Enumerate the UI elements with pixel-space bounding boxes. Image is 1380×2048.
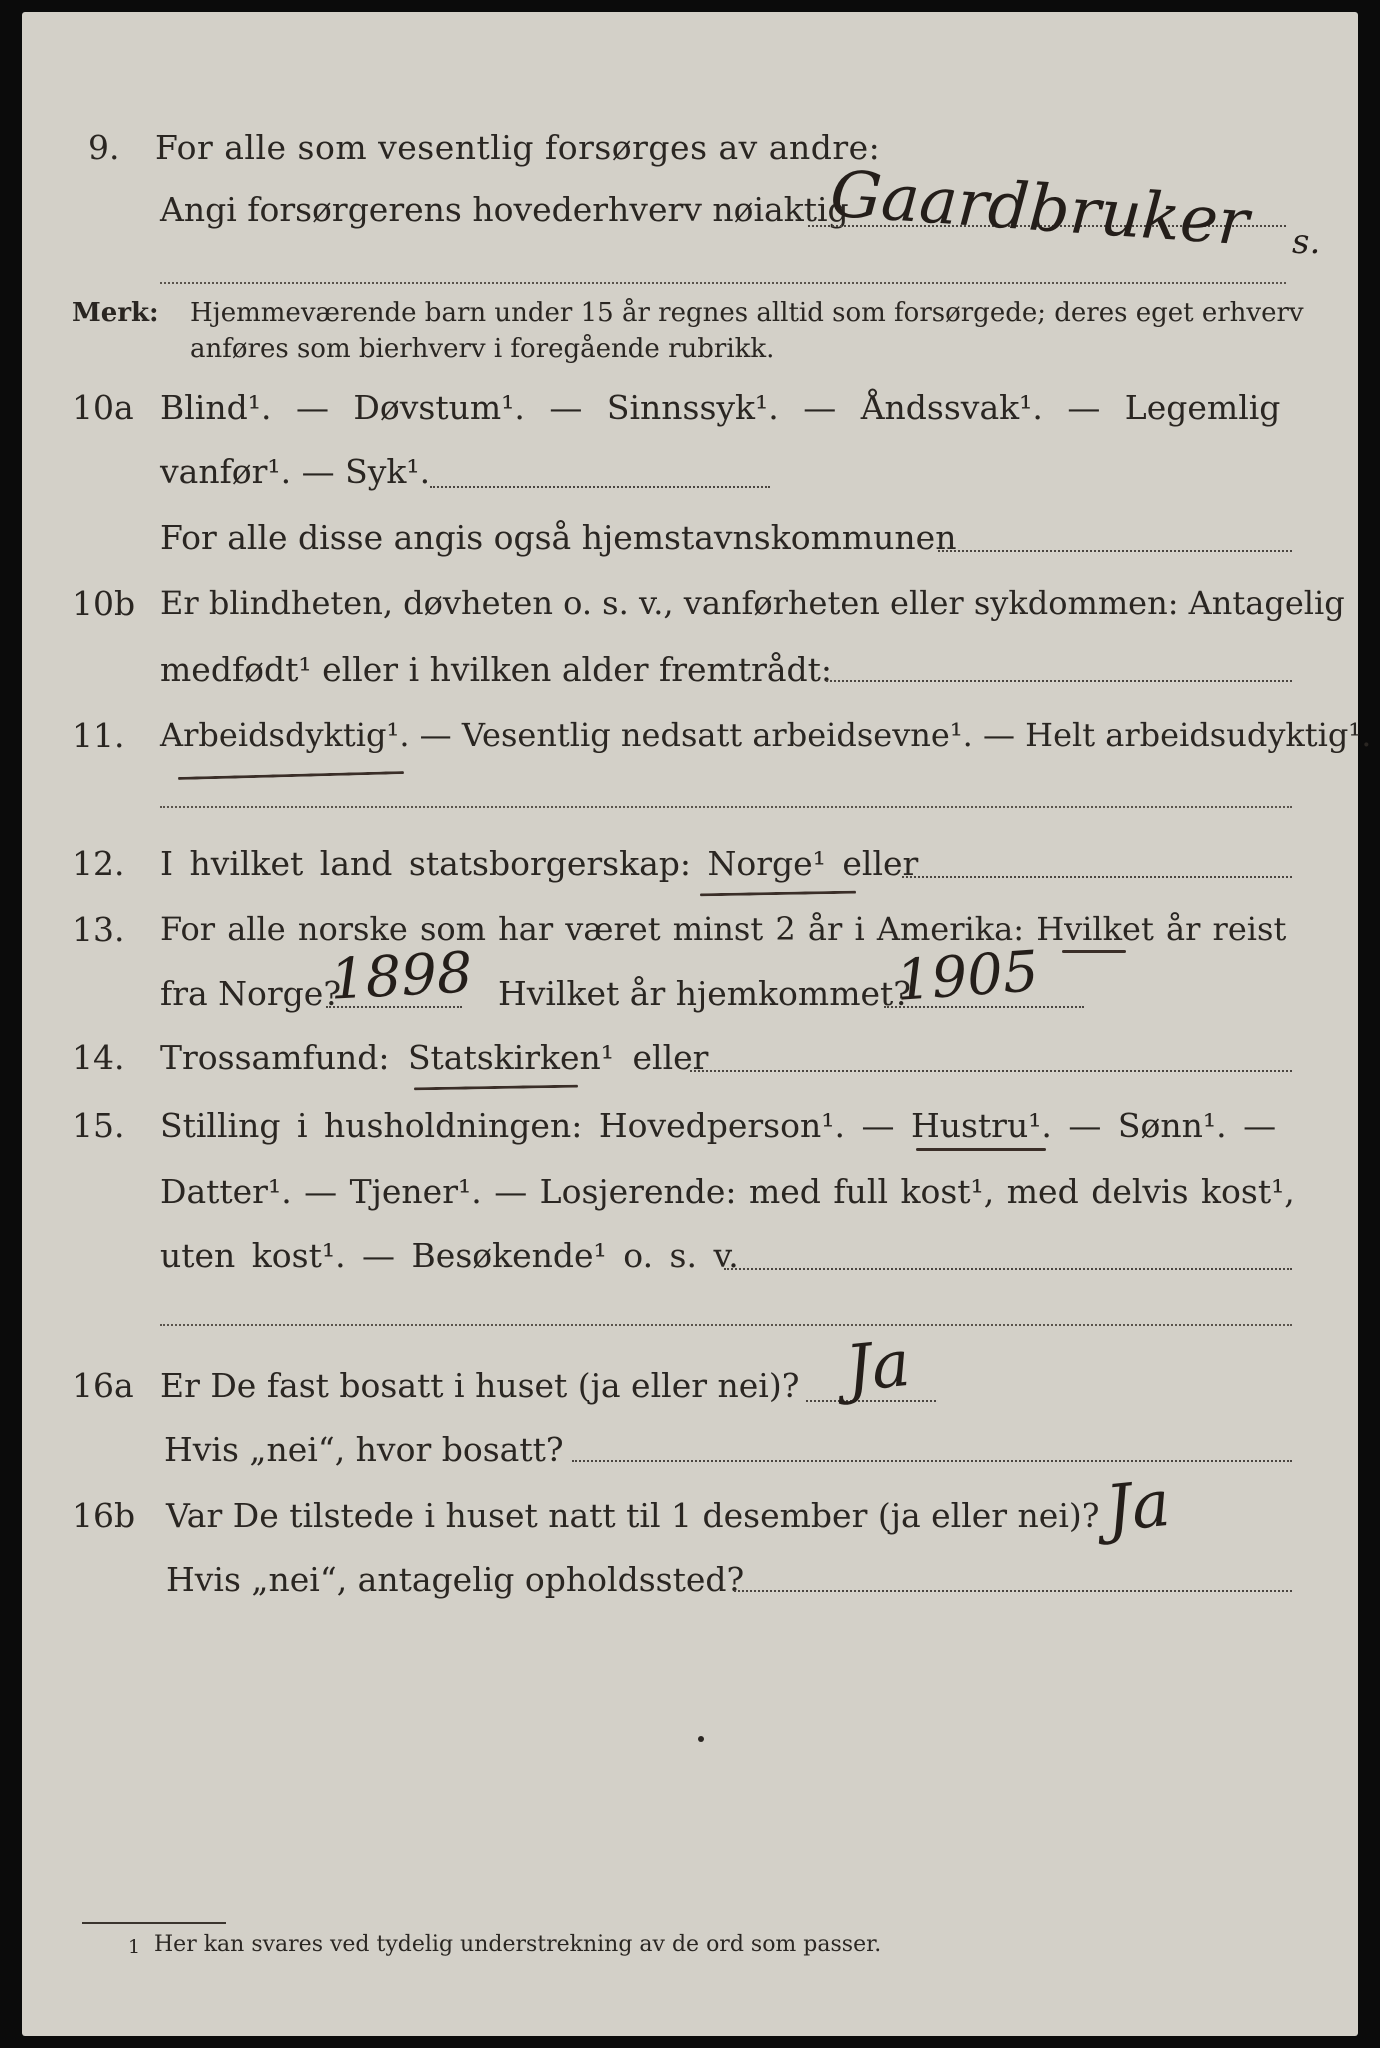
q10a-municipality-line	[938, 550, 1292, 552]
ink-dot	[698, 1736, 704, 1742]
q15-number: 15.	[72, 1106, 125, 1145]
q10b-line2: medfødt¹ eller i hvilken alder fremtrådt:	[160, 650, 833, 689]
footnote-mark: 1	[128, 1936, 141, 1958]
separator-rule	[160, 1324, 1292, 1326]
q10a-line3: For alle disse angis også hjemstavnskommunen	[160, 518, 957, 557]
footnote-text: Her kan svares ved tydelig understrekning av de ord som passer.	[154, 1932, 882, 1957]
merk-line2: anføres som bierhverv i foregående rubrikk.	[190, 334, 775, 364]
q15-line3: uten kost¹. — Besøkende¹ o. s. v.	[160, 1236, 739, 1275]
q12-line1: I hvilket land statsborgerskap: Norge¹ eller	[160, 844, 919, 883]
footnote-rule	[82, 1922, 226, 1924]
q9-line2: Angi forsørgerens hovederhverv nøiaktig	[160, 190, 849, 229]
q16a-line1: Er De fast bosatt i huset (ja eller nei)?	[160, 1366, 800, 1405]
q12-answer-line	[902, 876, 1292, 878]
q13-line1: For alle norske som har været minst 2 år i Amerika: Hvilket år reist	[160, 910, 1287, 948]
merk-label: Merk:	[72, 298, 159, 328]
q10b-number: 10b	[72, 584, 136, 623]
q9-handwritten-suffix: s.	[1292, 222, 1321, 262]
q9-handwritten-answer: Gaardbruker	[827, 157, 1252, 261]
q10b-answer-line	[826, 680, 1292, 682]
q15-line2: Datter¹. — Tjener¹. — Losjerende: med full kost¹, med delvis kost¹,	[160, 1172, 1295, 1211]
q13-handwritten-underline	[1062, 950, 1126, 953]
separator-rule	[160, 282, 1286, 284]
q10a-answer-line	[430, 486, 770, 488]
q9-number: 9.	[88, 128, 120, 167]
q16b-handwritten-answer: Ja	[1102, 1466, 1174, 1548]
q13-handwritten-year-right: 1905	[893, 939, 1041, 1014]
q15-line1: Stilling i husholdningen: Hovedperson¹. — Hustru¹. — Sønn¹. —	[160, 1106, 1277, 1145]
q13-line2b: Hvilket år hjemkommet?	[498, 974, 911, 1013]
q16b-line1: Var De tilstede i huset natt til 1 desember (ja eller nei)?	[166, 1496, 1100, 1535]
q12-number: 12.	[72, 844, 125, 883]
q14-answer-line	[690, 1070, 1292, 1072]
q16b-number: 16b	[72, 1496, 136, 1535]
q9-line1: For alle som vesentlig forsørges av andre:	[155, 128, 881, 167]
q16a-handwritten-answer: Ja	[842, 1326, 914, 1408]
q14-line1: Trossamfund: Statskirken¹ eller	[160, 1038, 709, 1077]
q15-answer-line	[724, 1268, 1292, 1270]
q16a-line2: Hvis „nei“, hvor bosatt?	[164, 1430, 564, 1469]
q14-number: 14.	[72, 1038, 125, 1077]
q10a-number: 10a	[72, 388, 134, 427]
q16b-line2: Hvis „nei“, antagelig opholdssted?	[166, 1560, 745, 1599]
q16a-residence-line	[572, 1460, 1292, 1462]
q13-number: 13.	[72, 910, 125, 949]
separator-rule	[160, 806, 1292, 808]
q16b-location-line	[734, 1590, 1292, 1592]
merk-line1: Hjemmeværende barn under 15 år regnes alltid som forsørgede; deres eget erhverv	[190, 298, 1304, 328]
q11-number: 11.	[72, 716, 125, 755]
q11-line1: Arbeidsdyktig¹. — Vesentlig nedsatt arbeidsevne¹. — Helt arbeidsudyktig¹.	[160, 716, 1372, 754]
q16a-number: 16a	[72, 1366, 134, 1405]
q10b-line1: Er blindheten, døvheten o. s. v., vanførheten eller sykdommen: Antagelig	[160, 584, 1345, 622]
q10a-line2: vanfør¹. — Syk¹.	[160, 452, 431, 491]
q10a-line1: Blind¹. — Døvstum¹. — Sinnssyk¹. — Åndssvak¹. — Legemlig	[160, 388, 1281, 427]
q15-handwritten-underline	[916, 1148, 1046, 1151]
q13-handwritten-year-left: 1898	[328, 940, 475, 1013]
q13-line2a: fra Norge?	[160, 974, 342, 1013]
